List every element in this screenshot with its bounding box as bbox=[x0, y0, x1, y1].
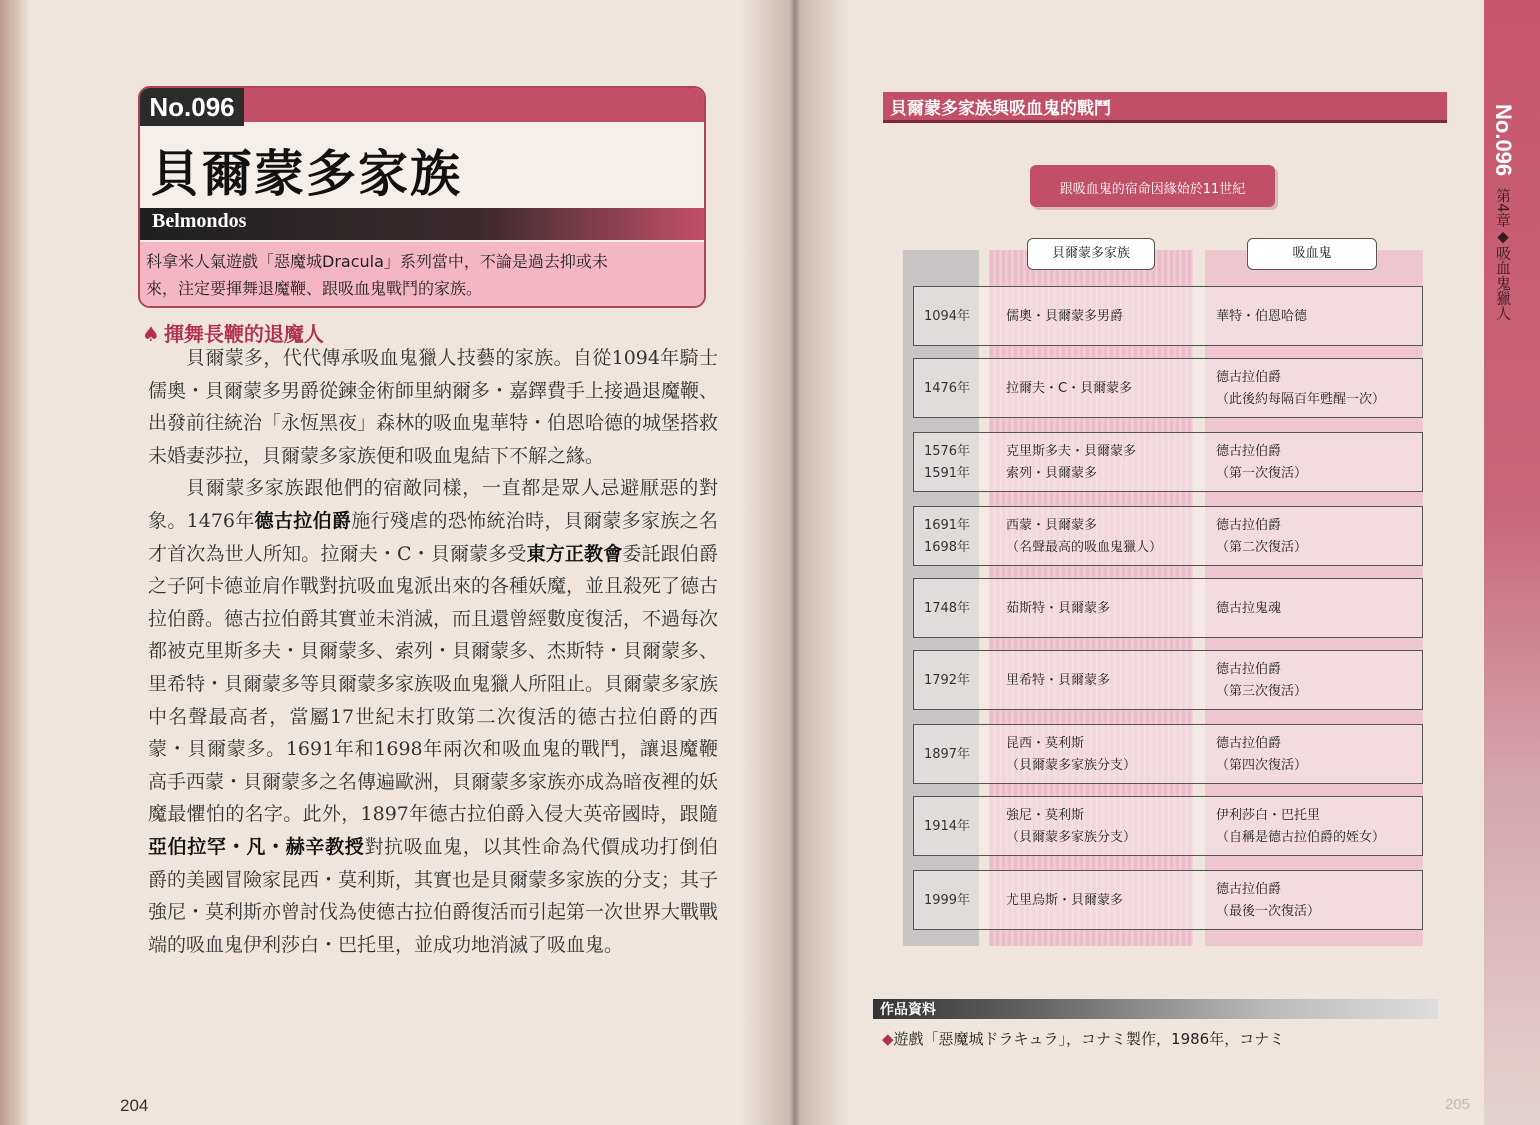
article-title: 貝爾蒙多家族 bbox=[150, 145, 462, 203]
emphasis-term: 亞伯拉罕・凡・赫辛教授 bbox=[148, 835, 365, 858]
article-summary bbox=[140, 242, 704, 306]
timeline-vampire: 華特・伯恩哈德 bbox=[1216, 309, 1308, 324]
timeline-belmont: 西蒙・貝爾蒙多 （名聲最高的吸血鬼獵人） bbox=[1006, 518, 1163, 555]
timeline-row bbox=[913, 578, 1423, 638]
timeline-belmont: 克里斯多夫・貝爾蒙多 索列・貝爾蒙多 bbox=[1006, 444, 1137, 481]
timeline-year: 1999年 bbox=[923, 893, 971, 908]
timeline-year: 1748年 bbox=[923, 601, 971, 616]
diamond-icon: ◆ bbox=[882, 1030, 894, 1048]
chapter-number: No.096 bbox=[140, 88, 244, 126]
timeline-row bbox=[913, 358, 1423, 418]
timeline-year: 1094年 bbox=[923, 309, 971, 324]
body-text-run: 對抗吸血鬼，以其性命為代價成功打倒伯爵的美國冒險家昆西・莫利斯，其實也是貝爾蒙多家族的分支；其子強尼・莫利斯亦曾討伐為使德古拉伯爵復活而引起第一次世界大戰戰端的吸血鬼伊利莎白・巴托里，並成功地消滅了吸血鬼。 bbox=[148, 835, 719, 956]
body-text-run: 貝爾蒙多家族跟他們的宿敵同樣，一直都是眾人忌避厭惡的對象。1476年 bbox=[148, 477, 718, 532]
body-text-run: 施行殘虐的恐怖統治時，貝爾蒙多家族之名才首次為世人所知。拉爾夫・C・貝爾蒙多受 bbox=[148, 509, 718, 565]
timeline-year: 1476年 bbox=[923, 381, 971, 396]
page-edge-shadow bbox=[0, 0, 30, 1125]
works-info-bar bbox=[873, 999, 1438, 1019]
timeline-row bbox=[913, 286, 1423, 346]
timeline-vampire: 德古拉伯爵 （第二次復活） bbox=[1216, 518, 1308, 555]
summary-text bbox=[140, 248, 702, 302]
page-number: 204 bbox=[120, 1096, 149, 1115]
timeline-table bbox=[903, 238, 1425, 946]
timeline-belmont: 尤里烏斯・貝爾蒙多 bbox=[1006, 893, 1124, 908]
timeline-vampire: 德古拉伯爵 （此後約每隔百年甦醒一次） bbox=[1216, 370, 1386, 407]
side-chapter-title: 第4章◆吸血鬼獵人 bbox=[1494, 188, 1512, 321]
timeline-belmont: 強尼・莫利斯 （貝爾蒙多家族分支） bbox=[1006, 808, 1137, 845]
book-gutter bbox=[740, 0, 850, 1125]
page-number: 205 bbox=[1445, 1096, 1471, 1113]
article-subtitle-en: Belmondos bbox=[152, 210, 247, 232]
article-body bbox=[148, 342, 718, 961]
timeline-vampire: 德古拉伯爵 （第三次復活） bbox=[1216, 662, 1308, 699]
article-header-box bbox=[138, 86, 706, 308]
timeline-vampire: 德古拉伯爵 （第一次復活） bbox=[1216, 444, 1308, 481]
timeline-row bbox=[913, 870, 1423, 930]
timeline-vampire: 德古拉伯爵 （第四次復活） bbox=[1216, 736, 1308, 773]
timeline-row bbox=[913, 432, 1423, 492]
vampire-column-header: 吸血鬼 bbox=[1247, 238, 1377, 270]
timeline-belmont: 茹斯特・貝爾蒙多 bbox=[1006, 601, 1111, 616]
timeline-vampire: 伊利莎白・巴托里 （自稱是德古拉伯爵的姪女） bbox=[1216, 808, 1386, 845]
body-paragraph: 貝爾蒙多，代代傳承吸血鬼獵人技藝的家族。自從1094年騎士儒奧・貝爾蒙多男爵從鍊金術師里納爾多・嘉鐸費手上接過退魔鞭、出發前往統治「永恆黑夜」森林的吸血鬼華特・伯恩哈德的城堡搭救未婚妻莎拉，貝爾蒙多家族便和吸血鬼結下不解之緣。 bbox=[148, 347, 719, 467]
section-heading-text: 揮舞長鞭的退魔人 bbox=[163, 322, 324, 346]
timeline-row bbox=[913, 796, 1423, 856]
body-text-run: 委託跟伯爵之子阿卡德並肩作戰對抗吸血鬼派出來的各種妖魔，並且殺死了德古拉伯爵。德古拉伯爵其實並未消滅，而且還曾經數度復活，不過每次都被克里斯多夫・貝爾蒙多、索列・貝爾蒙多、杰斯特・貝爾蒙多、里希特・貝爾蒙多等貝爾蒙多家族吸血鬼獵人所阻止。貝爾蒙多家族中名聲最高者，當屬17世紀末打敗第二次復活的德古拉伯爵的西蒙・貝爾蒙多。1691年和1698年兩次和吸血鬼的戰鬥，讓退魔鞭高手西蒙・貝爾蒙多之名傳遍歐洲，貝爾蒙多家族亦成為暗夜裡的妖魔最懼怕的名字。此外，1897年德古拉伯爵入侵大英帝國時，跟隨 bbox=[148, 542, 719, 826]
belmont-column-header: 貝爾蒙多家族 bbox=[1027, 238, 1155, 270]
timeline-belmont: 拉爾夫・C・貝爾蒙多 bbox=[1006, 381, 1133, 396]
timeline-belmont: 里希特・貝爾蒙多 bbox=[1006, 673, 1111, 688]
emphasis-term: 德古拉伯爵 bbox=[254, 509, 352, 532]
timeline-row bbox=[913, 506, 1423, 566]
timeline-year: 1691年 1698年 bbox=[923, 518, 971, 555]
side-chapter-number: No.096 bbox=[1491, 104, 1516, 177]
works-info-item bbox=[882, 1028, 1284, 1049]
emphasis-term: 東方正教會 bbox=[526, 542, 623, 565]
timeline-year: 1792年 bbox=[923, 673, 971, 688]
works-info-title: 作品資料 bbox=[880, 1002, 936, 1018]
timeline-year: 1576年 1591年 bbox=[923, 444, 971, 481]
timeline-year: 1897年 bbox=[923, 747, 971, 762]
section-title-underline bbox=[883, 120, 1447, 123]
timeline-belmont: 儒奧・貝爾蒙多男爵 bbox=[1006, 309, 1124, 324]
timeline-row bbox=[913, 650, 1423, 710]
timeline-vampire: 德古拉伯爵 （最後一次復活） bbox=[1216, 882, 1321, 919]
section-title: 貝爾蒙多家族與吸血鬼的戰鬥 bbox=[890, 99, 1111, 119]
body-paragraph bbox=[148, 472, 718, 961]
timeline-year: 1914年 bbox=[923, 819, 971, 834]
timeline-vampire: 德古拉鬼魂 bbox=[1216, 601, 1282, 616]
timeline-belmont: 昆西・莫利斯 （貝爾蒙多家族分支） bbox=[1006, 736, 1137, 773]
summary-line: 科拿米人氣遊戲「惡魔城Dracula」系列當中，不論是過去抑或未 bbox=[146, 252, 608, 271]
works-info-text: 遊戲「惡魔城ドラキュラ」，コナミ製作，1986年，コナミ bbox=[893, 1030, 1285, 1048]
spade-icon: ♠ bbox=[142, 322, 160, 346]
origin-callout-label: 跟吸血鬼的宿命因緣始於11世紀 bbox=[1059, 182, 1246, 197]
summary-line: 來，注定要揮舞退魔鞭、跟吸血鬼戰鬥的家族。 bbox=[146, 279, 483, 298]
timeline-row bbox=[913, 724, 1423, 784]
